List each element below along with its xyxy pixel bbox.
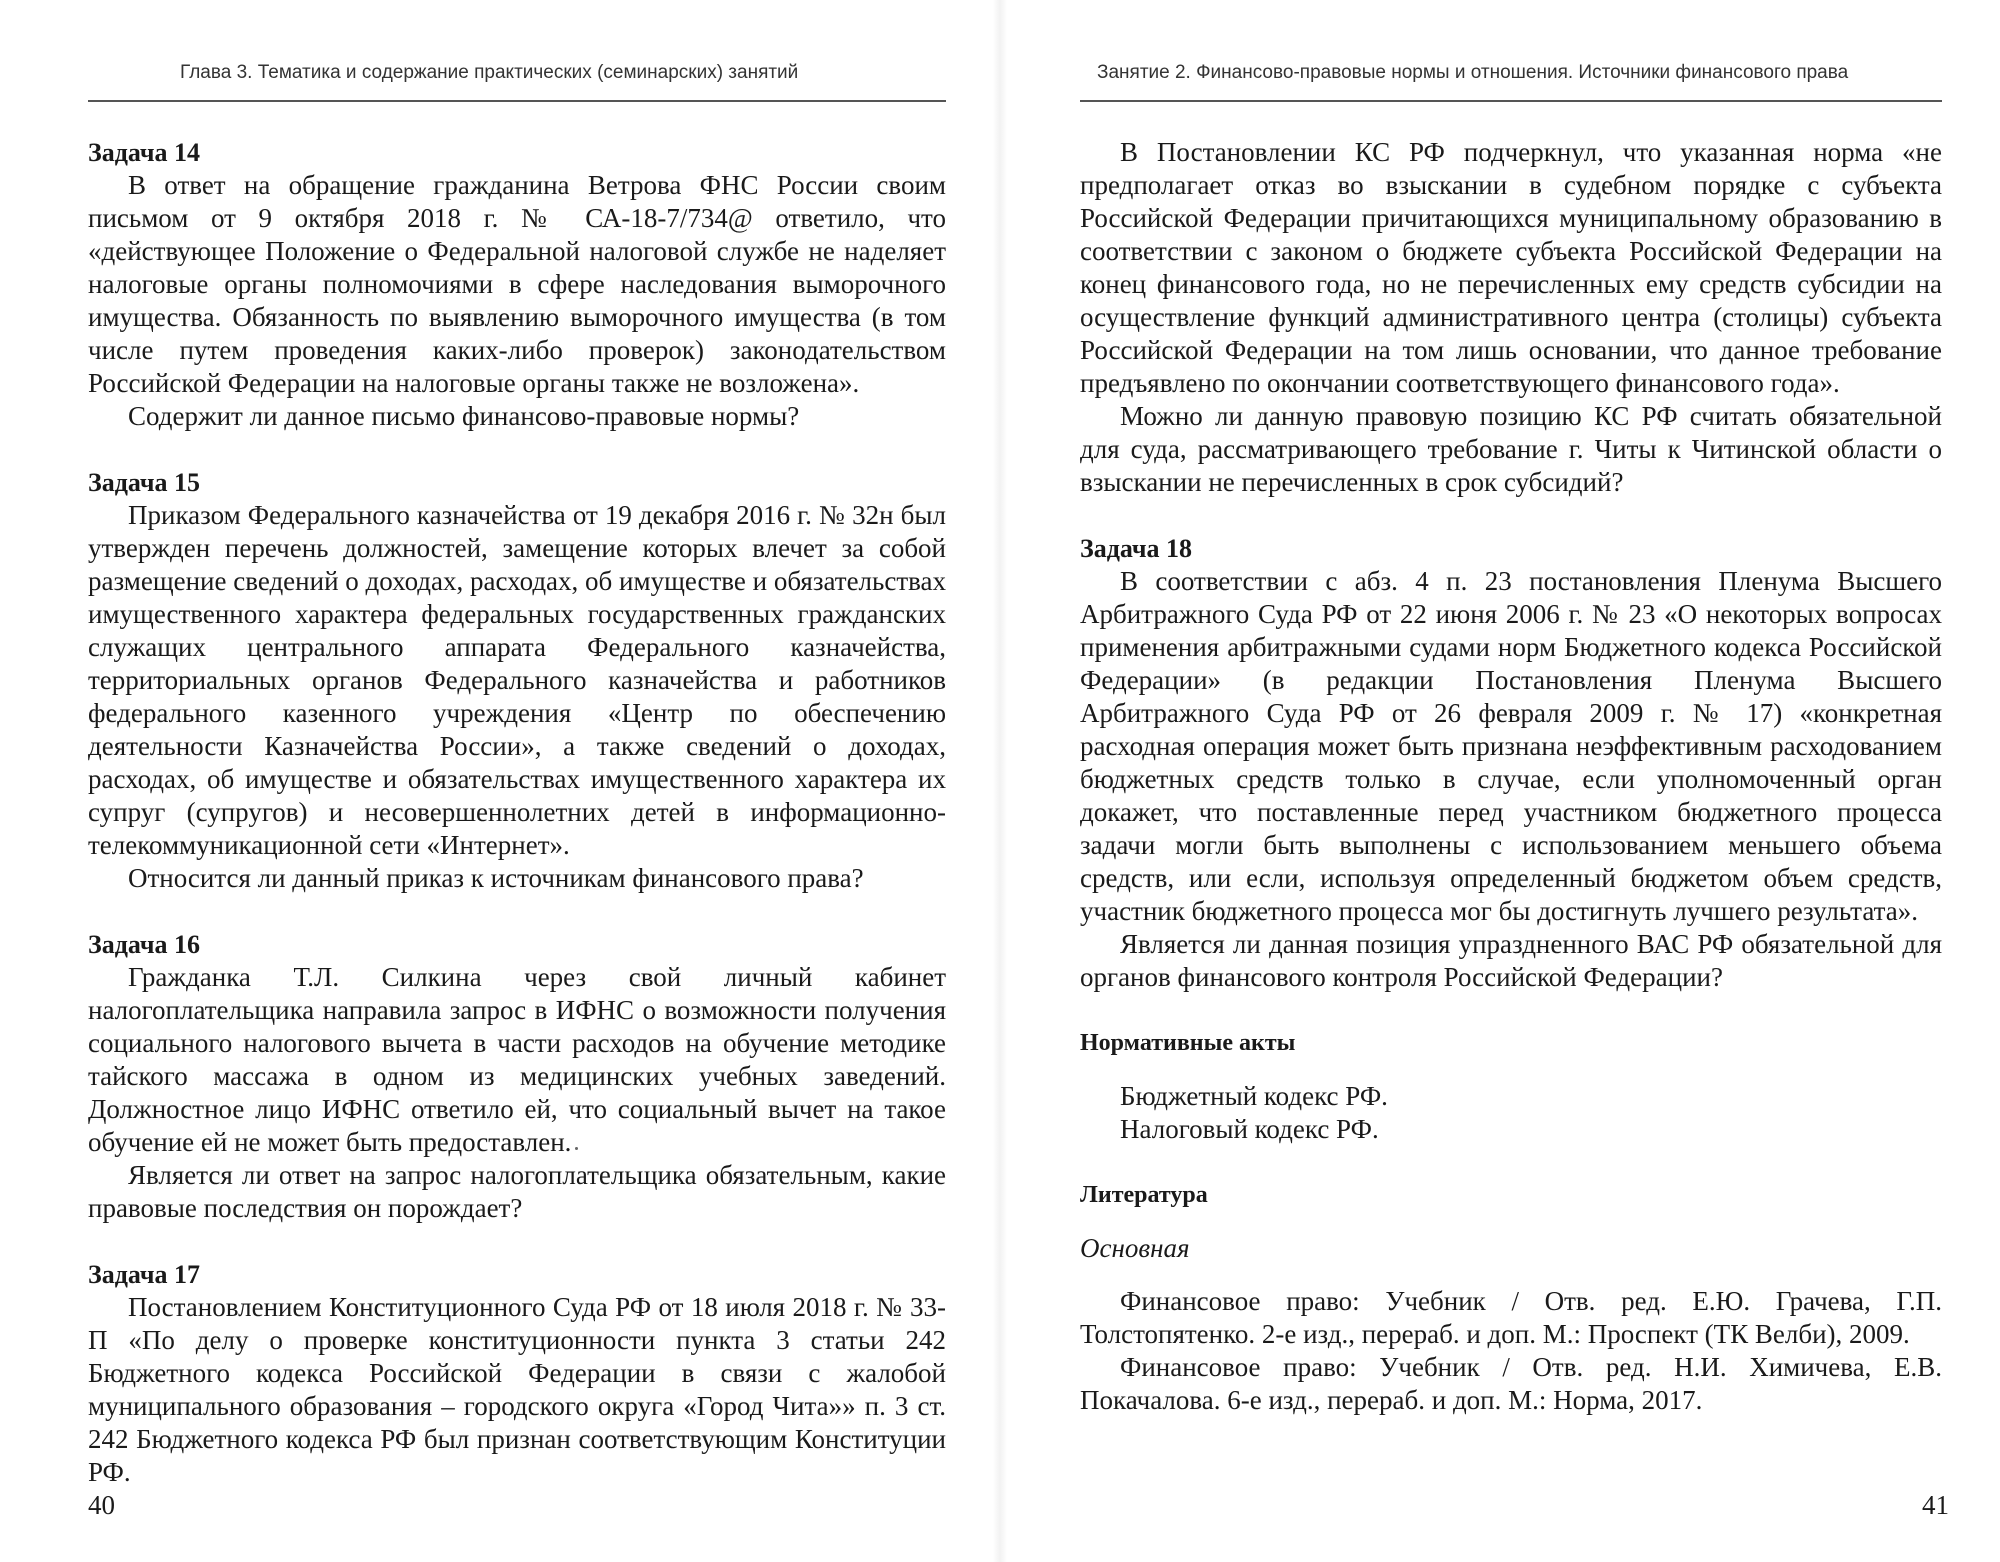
normative-acts-list bbox=[1080, 1080, 1942, 1146]
paragraph: Гражданка Т.Л. Силкина через свой личный кабинет налогоплательщика направила запрос в ИФНС о возможности получения социального налогового вычета в части расходов на обучение методике тайского массажа в одном из медицинских учебных заведений. Должностное лицо ИФНС ответило ей, что социальный вычет на такое обучение ей не может быть предоставлен. bbox=[88, 962, 946, 1157]
left-page-content bbox=[88, 136, 946, 1489]
task-title: Задача 14 bbox=[88, 138, 200, 167]
right-page-number: 41 bbox=[1922, 1490, 1949, 1520]
section-subtitle: Основная bbox=[1080, 1233, 1190, 1263]
task-17 bbox=[88, 1258, 946, 1489]
task-15 bbox=[88, 466, 946, 895]
paragraph: В ответ на обращение гражданина Ветрова ФНС России своим письмом от 9 октября 2018 г. № СА-18-7/734@ ответило, что «действующее Положение о Федеральной налоговой службе не наделяет налоговые органы полномочиями в сфере наследования выморочного имущества. Обязанность по выявлению выморочного имущества (в том числе путем проведения каких-либо проверок) законодательством Российской Федерации на налоговые органы также не возложена». bbox=[88, 170, 946, 398]
paragraph: Приказом Федерального казначейства от 19 декабря 2016 г. № 32н был утвержден перечень должностей, замещение которых влечет за собой размещение сведений о доходах, расходах, об имуществе и обязательствах имущественного характера федеральных государственных гражданских служащих центрального аппарата Федерального казначейства, территориальных органов Федерального казначейства и работников федерального казенного учреждения «Центр по обеспечению деятельности Казначейства России», а также сведений о доходах, расходах, об имуществе и обязательствах имущественного характера их супруг (супругов) и несовершеннолетних детей в информационно-телекоммуникационной сети «Интернет». bbox=[88, 500, 946, 860]
normative-acts-section bbox=[1080, 1027, 1942, 1146]
left-header-rule bbox=[88, 100, 946, 102]
section-title: Литература bbox=[1080, 1182, 1208, 1208]
question: Относится ли данный приказ к источникам финансового права? bbox=[128, 863, 864, 893]
right-header-rule bbox=[1080, 100, 1942, 102]
question: Содержит ли данное письмо финансово-правовые нормы? bbox=[128, 401, 800, 431]
task-title: Задача 18 bbox=[1080, 534, 1192, 563]
list-item: Налоговый кодекс РФ. bbox=[1120, 1114, 1379, 1144]
print-speck bbox=[575, 1147, 578, 1150]
right-running-head: Занятие 2. Финансово-правовые нормы и отношения. Источники финансового права bbox=[1097, 62, 1849, 83]
left-running-head: Глава 3. Тематика и содержание практических (семинарских) занятий bbox=[180, 62, 799, 83]
question: Является ли ответ на запрос налогоплательщика обязательным, какие правовые последствия он порождает? bbox=[88, 1160, 946, 1223]
task-title: Задача 16 bbox=[88, 930, 200, 959]
paragraph: Постановлением Конституционного Суда РФ от 18 июля 2018 г. № 33-П «По делу о проверке конституционности пункта 3 статьи 242 Бюджетного кодекса Российской Федерации в связи с жалобой муниципального образования – городского округа «Город Чита»» п. 3 ст. 242 Бюджетного кодекса РФ был признан соответствующим Конституции РФ. bbox=[88, 1292, 946, 1487]
right-page-content bbox=[1080, 136, 1942, 1417]
left-page-number: 40 bbox=[88, 1490, 115, 1520]
paragraph: В соответствии с абз. 4 п. 23 постановления Пленума Высшего Арбитражного Суда РФ от 22 июня 2006 г. № 23 «О некоторых вопросах применения арбитражными судами норм Бюджетного кодекса Российской Федерации» (в редакции Постановления Пленума Высшего Арбитражного Суда РФ от 26 февраля 2009 г. № 17) «конкретная расходная операция может быть признана неэффективным расходованием бюджетных средств только в случае, если уполномоченный орган докажет, что поставленные перед участником бюджетного процесса задачи могли быть выполнены с использованием меньшего объема средств, или если, используя определенный бюджетом объем средств, участник бюджетного процесса мог бы достигнуть лучшего результата». bbox=[1080, 566, 1942, 926]
literature-section bbox=[1080, 1179, 1942, 1417]
bibliography-entry: Финансовое право: Учебник / Отв. ред. Е.Ю. Грачева, Г.П. Толстопятенко. 2-е изд., перераб. и доп. М.: Проспект (ТК Велби), 2009. bbox=[1080, 1286, 1942, 1349]
task-title: Задача 17 bbox=[88, 1260, 200, 1289]
task-title: Задача 15 bbox=[88, 468, 200, 497]
section-title: Нормативные акты bbox=[1080, 1030, 1296, 1056]
task-18 bbox=[1080, 532, 1942, 994]
task-16 bbox=[88, 928, 946, 1225]
list-item: Бюджетный кодекс РФ. bbox=[1120, 1081, 1388, 1111]
paragraph: В Постановлении КС РФ подчеркнул, что указанная норма «не предполагает отказ во взыскании в судебном порядке с субъекта Российской Федерации причитающихся муниципальному образованию в соответствии с законом о бюджете субъекта Российской Федерации на конец финансового года, но не перечисленных ему средств субсидии на осуществление функций административного центра (столицы) субъекта Российской Федерации на том лишь основании, что данное требование предъявлено по окончании соответствующего финансового года». bbox=[1080, 137, 1942, 398]
right-page bbox=[1000, 0, 2000, 1562]
task-14 bbox=[88, 136, 946, 433]
task-17-continuation bbox=[1080, 136, 1942, 499]
question: Можно ли данную правовую позицию КС РФ считать обязательной для суда, рассматривающего требование г. Читы к Читинской области о взыскании не перечисленных в срок субсидий? bbox=[1080, 401, 1942, 497]
bibliography-entry: Финансовое право: Учебник / Отв. ред. Н.И. Химичева, Е.В. Покачалова. 6-е изд., перераб. и доп. М.: Норма, 2017. bbox=[1080, 1352, 1942, 1415]
question: Является ли данная позиция упраздненного ВАС РФ обязательной для органов финансового контроля Российской Федерации? bbox=[1080, 929, 1942, 992]
